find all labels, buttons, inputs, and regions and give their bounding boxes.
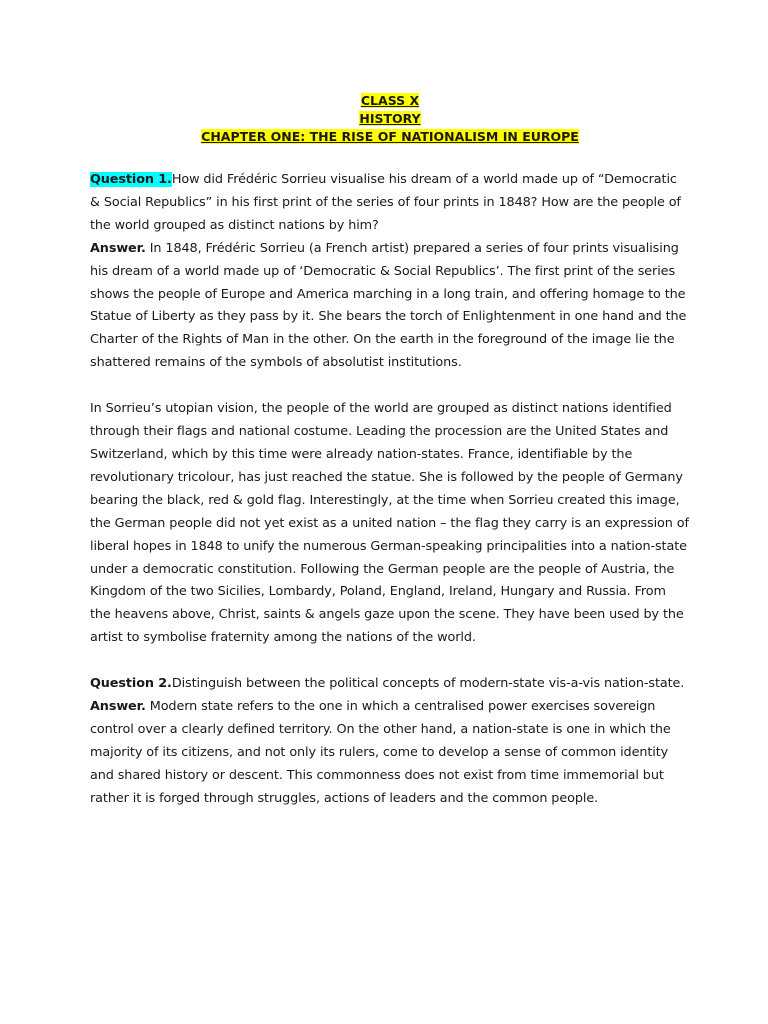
question-2 — [90, 673, 690, 696]
question-1-label: Question 1. — [90, 172, 172, 187]
question-1 — [90, 169, 690, 238]
question-2-text: Distinguish between the political concepts of modern-state vis-a-vis nation-state. — [171, 676, 685, 692]
class-title: CLASS X — [360, 93, 420, 108]
answer-1-paragraph-1 — [90, 238, 690, 375]
answer-1-text-1: In 1848, Frédéric Sorrieu (a French artist) prepared a series of four prints visualising his dream of a world made up of ‘Democratic & Social Republics’. The first print of the series shows the people of Europe and America marching in a long train, and offering homage to the Statue of Liberty as they pass by it. She bears the torch of Enlightenment in one hand and the Charter of the Rights of Man in the other. On the earth in the foreground of the image lie the shattered remains of the symbols of absolutist institutions. — [90, 240, 687, 371]
answer-1-paragraph-2: In Sorrieu’s utopian vision, the people of the world are grouped as distinct nations identified through their flags and national costume. Leading the procession are the United States and Switzerland, which by this time were already nation-states. France, identifiable by the revolutionary tricolour, has just reached the statue. She is followed by the people of Germany bearing the black, red & gold flag. Interestingly, at the time when Sorrieu created this image, the German people did not yet exist as a united nation – the flag they carry is an expression of liberal hopes in 1848 to unify the numerous German-speaking principalities into a nation-state under a democratic constitution. Following the German people are the people of Austria, the Kingdom of the two Sicilies, Lombardy, Poland, England, Ireland, Hungary and Russia. From the heavens above, Christ, saints & angels gaze upon the scene. They have been used by the artist to symbolise fraternity among the nations of the world. — [90, 401, 689, 646]
document-heading — [90, 92, 690, 146]
chapter-title: CHAPTER ONE: THE RISE OF NATIONALISM IN EUROPE — [201, 129, 579, 144]
document-page — [90, 92, 690, 811]
answer-2-label: Answer. — [90, 699, 146, 715]
answer-2-paragraph — [90, 696, 690, 811]
question-2-label: Question 2. — [90, 676, 172, 692]
question-1-text: How did Frédéric Sorrieu visualise his dream of a world made up of “Democratic & Social Republics” in his first print of the series of four prints in 1848? How are the people of the world grouped as distinct nations by him? — [90, 172, 681, 233]
answer-1-label: Answer. — [90, 240, 146, 256]
subject-title: HISTORY — [359, 111, 421, 126]
answer-2-text: Modern state refers to the one in which a centralised power exercises sovereign control over a clearly defined territory. On the other hand, a nation-state is one in which the majority of its citizens, and not only its rulers, come to develop a sense of common identity and shared history or descent. This commonness does not exist from time immemorial but rather it is forged through struggles, actions of leaders and the common people. — [90, 699, 671, 806]
